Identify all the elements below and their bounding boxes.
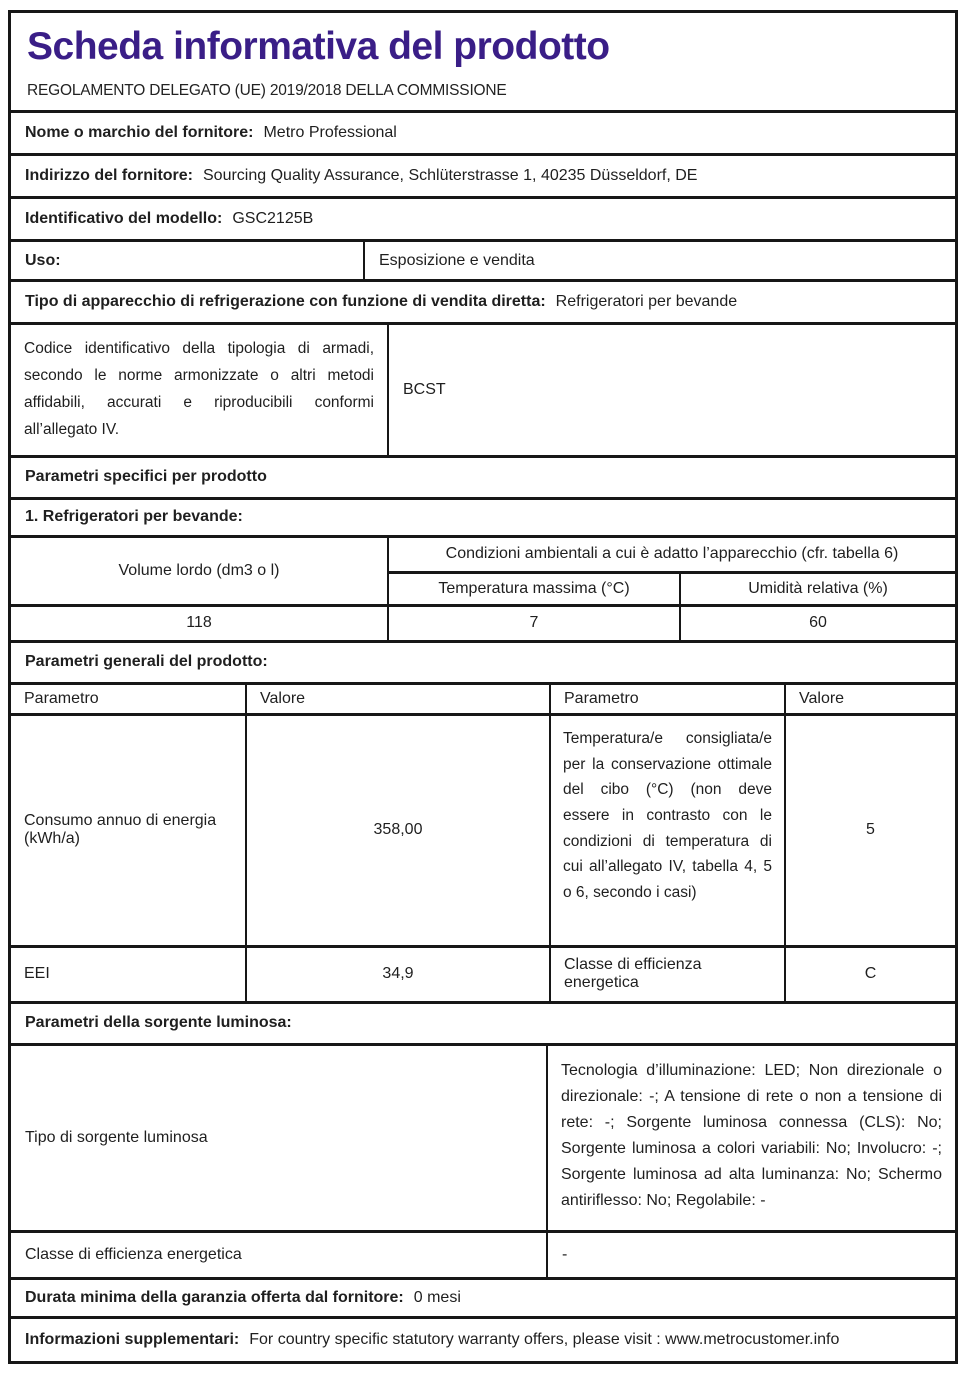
appliance-type-value: Refrigeratori per bevande	[555, 293, 738, 310]
supplier-address-row	[11, 156, 955, 199]
column-header-parametro-2: Parametro	[549, 685, 784, 713]
cabinet-code-row	[11, 325, 955, 458]
light-source-class-label: Classe di efficienza energetica	[25, 1245, 242, 1263]
recommended-temperature-param-cell: Temperatura/e consigliata/e per la conservazione ottimale del cibo (°C) (non deve essere in contrasto con le condizioni di temperatura di cui all’allegato IV, tabella 4, 5 o 6, secondo i casi)	[549, 713, 784, 945]
light-source-class-value-cell	[546, 1233, 955, 1277]
appliance-type-label: Tipo di apparecchio di refrigerazione con funzione di vendita diretta:	[25, 293, 546, 310]
use-label-cell	[11, 242, 363, 279]
light-source-class-value: -	[562, 1245, 568, 1263]
warranty-value: 0 mesi	[413, 1288, 461, 1306]
column-header-parametro-1: Parametro	[24, 689, 99, 707]
relative-humidity-header-cell: Umidità relativa (%)	[679, 571, 955, 604]
recommended-temperature-value-cell: 5	[784, 713, 955, 945]
max-temperature-value-cell: 7	[387, 604, 679, 640]
use-value: Esposizione e vendita	[379, 251, 535, 269]
supplier-address-label: Indirizzo del fornitore:	[25, 167, 193, 184]
supplier-name-label: Nome o marchio del fornitore:	[25, 124, 254, 141]
max-temperature-header-cell: Temperatura massima (°C)	[387, 571, 679, 604]
supplier-address-value: Sourcing Quality Assurance, Schlüterstrasse 1, 40235 Düsseldorf, DE	[203, 167, 698, 184]
volume-value-cell: 118	[11, 604, 387, 640]
additional-info-row	[11, 1319, 955, 1361]
warranty-row	[11, 1280, 955, 1319]
appliance-type-row	[11, 282, 955, 325]
section-beverage-coolers: 1. Refrigeratori per bevande:	[11, 500, 955, 538]
supplier-name-value: Metro Professional	[263, 124, 397, 141]
section-light-source-params: Parametri della sorgente luminosa:	[11, 1004, 955, 1046]
ambient-conditions-header-cell: Condizioni ambientali a cui è adatto l’apparecchio (cfr. tabella 6)	[387, 538, 955, 571]
model-id-value: GSC2125B	[232, 210, 314, 227]
energy-class-param-cell: Classe di efficienza energetica	[549, 945, 784, 1001]
light-source-type-label: Tipo di sorgente luminosa	[25, 1128, 208, 1146]
regulation-subtitle: REGOLAMENTO DELEGATO (UE) 2019/2018 DELLA COMMISSIONE	[27, 82, 507, 99]
energy-class-value-cell: C	[784, 945, 955, 1001]
additional-info-value: For country specific statutory warranty offers, please visit : www.metrocustomer.info	[249, 1330, 840, 1348]
model-id-label: Identificativo del modello:	[25, 210, 223, 227]
page-title: Scheda informativa del prodotto	[27, 25, 610, 68]
volume-conditions-table	[11, 538, 955, 643]
light-source-type-row	[11, 1046, 955, 1233]
light-source-class-label-cell	[11, 1233, 546, 1277]
cabinet-code-value: BCST	[403, 380, 446, 398]
eei-value-cell: 34,9	[245, 945, 549, 1001]
energy-consumption-param-cell	[11, 713, 245, 945]
energy-consumption-value-cell: 358,00	[245, 713, 549, 945]
volume-header-cell: Volume lordo (dm3 o l)	[118, 561, 280, 579]
eei-param-cell: EEI	[11, 945, 245, 1001]
light-source-class-row	[11, 1233, 955, 1280]
warranty-label: Durata minima della garanzia offerta dal fornitore:	[25, 1288, 404, 1306]
section-general-params: Parametri generali del prodotto:	[11, 643, 955, 685]
use-row	[11, 242, 955, 282]
use-value-cell	[363, 242, 955, 279]
energy-consumption-label: Consumo annuo di energia (kWh/a)	[24, 812, 217, 848]
supplier-name-row	[11, 113, 955, 156]
product-fiche	[8, 10, 958, 1364]
light-source-type-label-cell	[11, 1046, 546, 1230]
additional-info-label: Informazioni supplementari:	[25, 1330, 240, 1348]
model-id-row	[11, 199, 955, 242]
light-source-type-value-cell: Tecnologia d’illuminazione: LED; Non direzionale o direzionale: -; A tensione di rete o non a tensione di rete: -; Sorgente luminosa connessa (CLS): No; Sorgente luminosa a colori variabili: No; Involucro: -; Sorgente luminosa ad alta luminanza: No; Schermo antiriflesso: No; Regolabile: -	[546, 1046, 955, 1230]
section-specific-params: Parametri specifici per prodotto	[11, 458, 955, 500]
relative-humidity-value-cell: 60	[679, 604, 955, 640]
column-header-valore-1: Valore	[245, 685, 549, 713]
general-params-table	[11, 685, 955, 1004]
cabinet-code-label-cell: Codice identificativo della tipologia di armadi, secondo le norme armonizzate o altri metodi affidabili, accurati e riproducibili conformi all’allegato IV.	[24, 340, 374, 438]
cabinet-code-value-cell	[387, 325, 955, 455]
column-header-valore-2: Valore	[784, 685, 955, 713]
use-label: Uso:	[25, 251, 61, 269]
title-block	[11, 13, 955, 113]
